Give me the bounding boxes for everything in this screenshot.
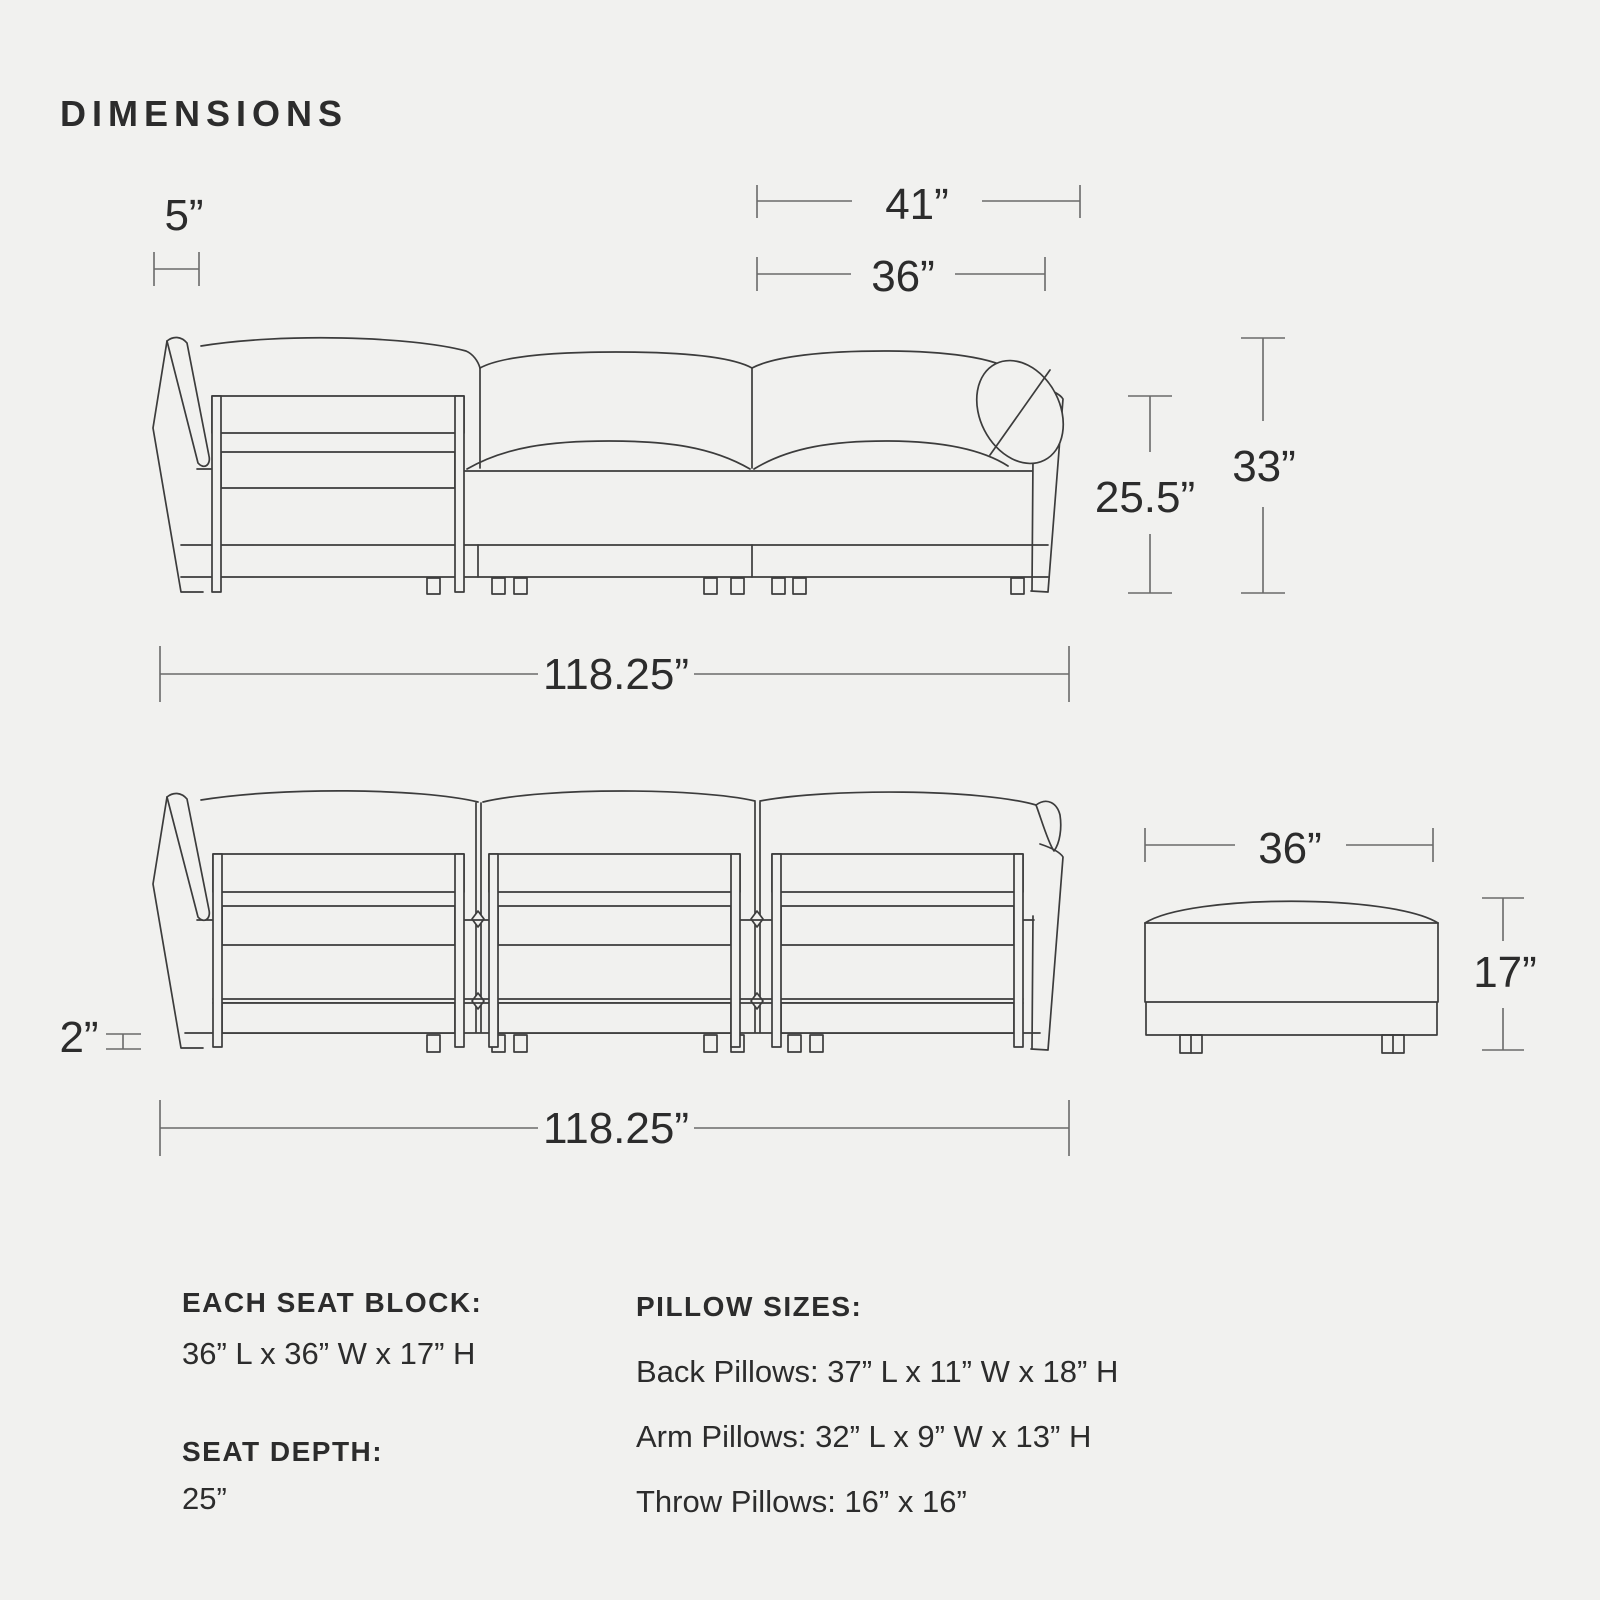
front-legs	[427, 578, 1024, 594]
sofa-back-view	[153, 791, 1063, 1052]
back-seam-pinch-1	[472, 911, 484, 1009]
back-right-arm-inner	[1032, 916, 1033, 1048]
back-right-arm	[1031, 844, 1063, 1050]
dim-overall-width-back-label: 118.25”	[543, 1104, 689, 1153]
dim-back-height	[1095, 396, 1195, 593]
seat-block-heading: EACH SEAT BLOCK:	[182, 1287, 483, 1318]
dim-overall-height-label: 33”	[1232, 442, 1296, 491]
dim-ottoman-width	[1145, 824, 1433, 873]
ottoman-base	[1146, 1002, 1437, 1035]
dim-seat-width-label: 36”	[871, 252, 935, 301]
dim-seat-width	[757, 252, 1045, 301]
back-top-3	[760, 792, 1036, 805]
dim-overall-width-back	[160, 1100, 1069, 1156]
front-plinth-seams	[478, 545, 752, 577]
ottoman-legs	[1180, 1035, 1404, 1053]
ottoman-sides	[1145, 923, 1438, 1002]
dim-seat-plus-arm	[757, 180, 1080, 229]
front-left-arm-pillow	[167, 337, 209, 466]
dim-overall-width-front-label: 118.25”	[543, 650, 689, 699]
back-frame-2	[489, 854, 740, 1047]
front-seat1-cushion	[467, 441, 750, 469]
front-right-arm-inner	[1032, 458, 1033, 590]
dim-leg-height-label: 2”	[59, 1013, 99, 1062]
dim-ottoman-width-label: 36”	[1258, 824, 1322, 873]
dim-ottoman-height-label: 17”	[1473, 948, 1537, 997]
spec-text	[182, 1287, 1118, 1519]
back-frame-1	[213, 854, 464, 1047]
front-corner-back-top	[201, 338, 480, 368]
pillow-arm-value: Arm Pillows: 32” L x 9” W x 13” H	[636, 1419, 1092, 1454]
front-seat2-cushion	[754, 441, 1008, 469]
pillow-throw-value: Throw Pillows: 16” x 16”	[636, 1484, 967, 1519]
back-top-1	[201, 791, 478, 802]
ottoman-view	[1145, 824, 1537, 1053]
seat-depth-heading: SEAT DEPTH:	[182, 1436, 384, 1467]
dim-overall-height	[1232, 338, 1296, 593]
front-seat1-back-top	[480, 352, 752, 368]
dim-back-height-label: 25.5”	[1094, 473, 1196, 522]
sofa-front-view	[153, 337, 1080, 594]
dim-leg-height	[59, 1013, 141, 1062]
front-dimensions	[154, 180, 1296, 702]
back-left-arm-pillow	[167, 793, 209, 920]
seat-depth-value: 25”	[182, 1481, 227, 1516]
page-title: DIMENSIONS	[60, 93, 349, 134]
back-top-2	[483, 791, 755, 802]
back-seam-pinch-2	[751, 911, 763, 1009]
back-frame-3	[772, 854, 1023, 1047]
back-dimensions	[59, 1013, 1069, 1156]
dim-seat-plus-arm-label: 41”	[885, 180, 949, 229]
pillow-back-value: Back Pillows: 37” L x 11” W x 18” H	[636, 1354, 1119, 1389]
front-corner-frame	[212, 396, 464, 592]
dim-ottoman-height	[1473, 898, 1537, 1050]
back-legs	[427, 1035, 823, 1052]
dim-overall-width-front	[160, 646, 1069, 702]
ottoman-dome	[1145, 901, 1438, 923]
dim-arm-width-label: 5”	[164, 191, 204, 240]
front-seat2-back-top	[752, 351, 1014, 372]
seat-block-value: 36” L x 36” W x 17” H	[182, 1336, 476, 1371]
pillow-sizes-heading: PILLOW SIZES:	[636, 1291, 863, 1322]
dim-arm-width	[154, 191, 204, 286]
